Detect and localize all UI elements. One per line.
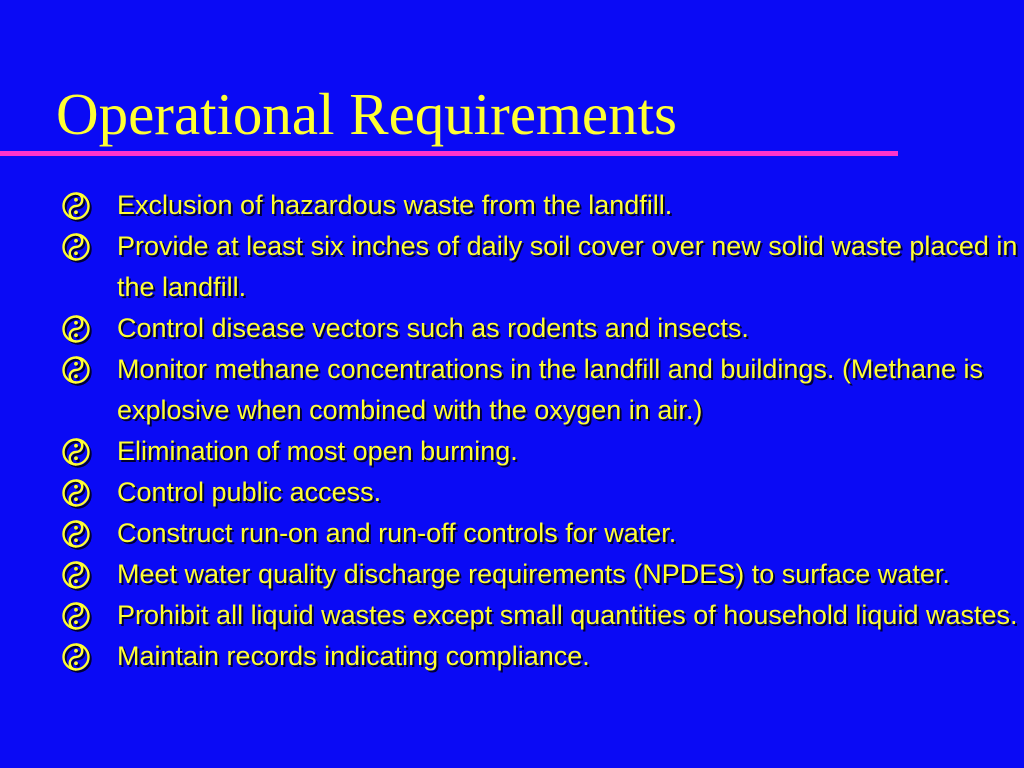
bullet-text: Monitor methane concentrations in the landfill and buildings. (Methane is explosive when combined with the oxygen in air.) xyxy=(117,354,984,425)
bullet-item xyxy=(0,513,1024,554)
yin-yang-icon xyxy=(61,478,91,508)
bullet-item xyxy=(0,308,1024,349)
bullet-item xyxy=(0,636,1024,677)
yin-yang-icon xyxy=(61,601,91,631)
yin-yang-icon xyxy=(61,314,91,344)
yin-yang-icon xyxy=(61,519,91,549)
bullet-text: Control public access. xyxy=(117,477,382,507)
bullet-list xyxy=(0,185,1024,677)
bullet-item xyxy=(0,472,1024,513)
bullet-text: Meet water quality discharge requirements (NPDES) to surface water. xyxy=(117,559,950,589)
bullet-text: Maintain records indicating compliance. xyxy=(117,641,590,671)
bullet-text: Prohibit all liquid wastes except small quantities of household liquid wastes. xyxy=(117,600,1018,630)
yin-yang-icon xyxy=(61,560,91,590)
bullet-item xyxy=(0,349,1024,431)
bullet-text: Exclusion of hazardous waste from the landfill. xyxy=(117,190,673,220)
bullet-item xyxy=(0,431,1024,472)
bullet-item xyxy=(0,226,1024,308)
yin-yang-icon xyxy=(61,355,91,385)
bullet-text: Elimination of most open burning. xyxy=(117,436,518,466)
yin-yang-icon xyxy=(61,191,91,221)
title-underline xyxy=(0,151,898,156)
yin-yang-icon xyxy=(61,437,91,467)
yin-yang-icon xyxy=(61,642,91,672)
bullet-text: Provide at least six inches of daily soil cover over new solid waste placed in the landfill. xyxy=(117,231,1018,302)
slide-title: Operational Requirements xyxy=(56,81,677,147)
bullet-text: Construct run-on and run-off controls for water. xyxy=(117,518,677,548)
bullet-item xyxy=(0,595,1024,636)
bullet-item xyxy=(0,185,1024,226)
bullet-item xyxy=(0,554,1024,595)
yin-yang-icon xyxy=(61,232,91,262)
bullet-text: Control disease vectors such as rodents and insects. xyxy=(117,313,749,343)
